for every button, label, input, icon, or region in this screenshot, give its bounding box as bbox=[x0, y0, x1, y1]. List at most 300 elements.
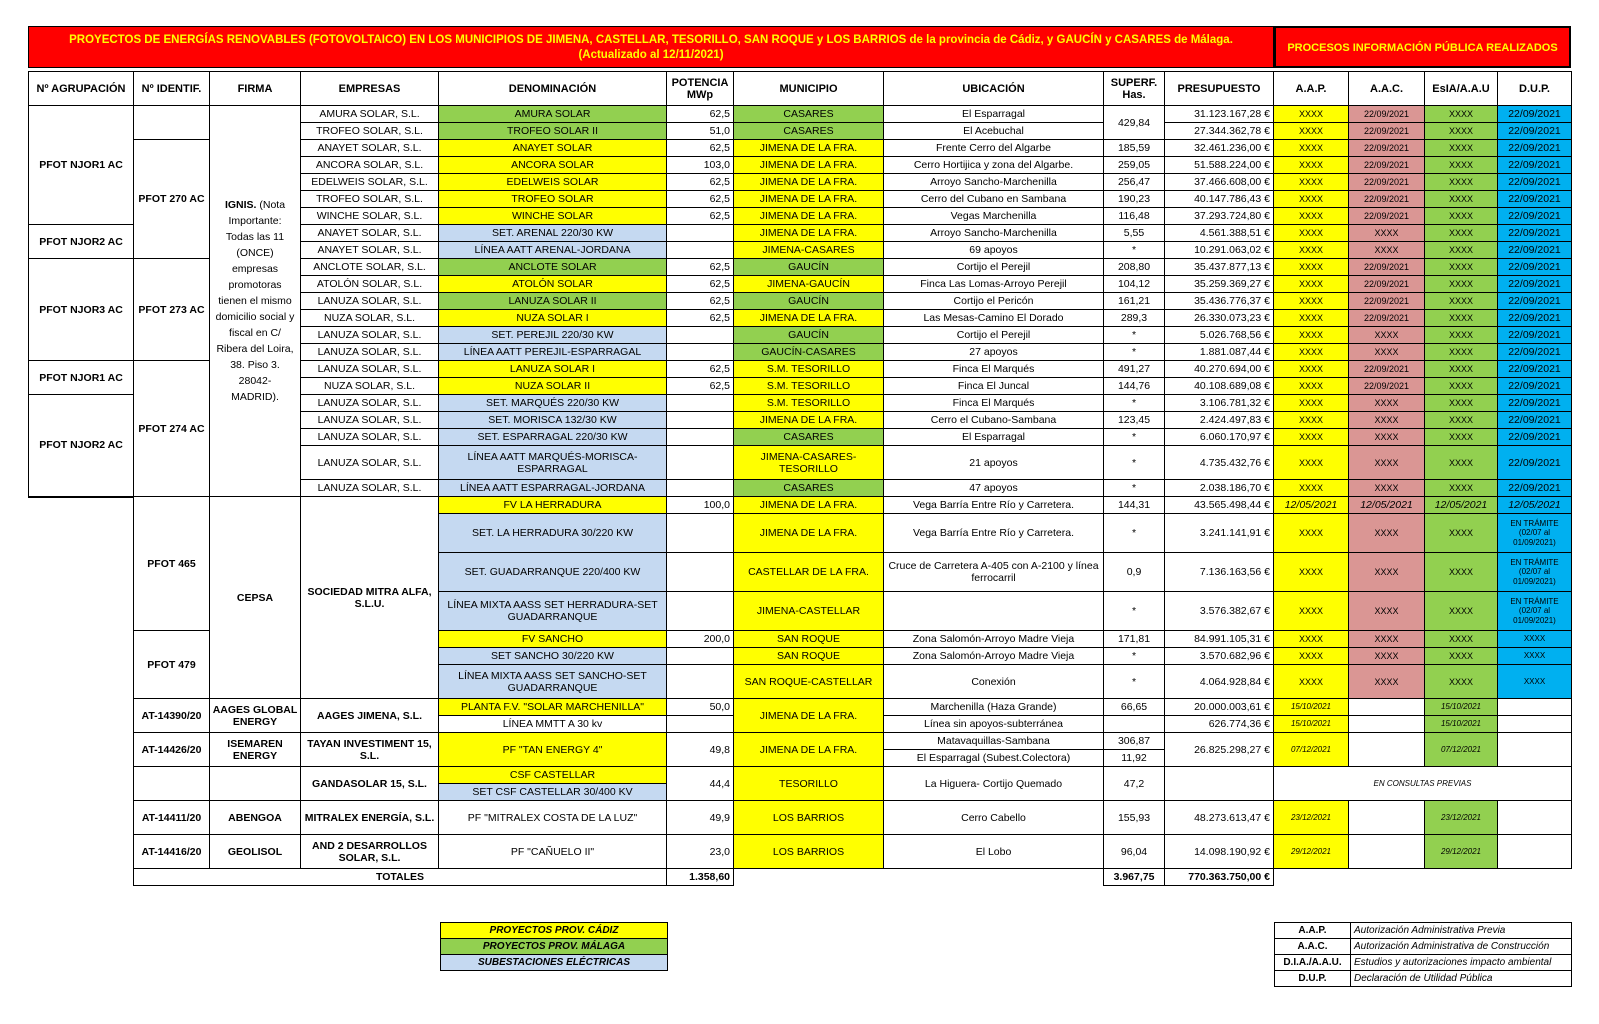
ubicacion-cell: Zona Salomón-Arroyo Madre Vieja bbox=[884, 631, 1104, 648]
empresa-cell: ANCLOTE SOLAR, S.L. bbox=[301, 259, 439, 276]
ubicacion-cell: Arroyo Sancho-Marchenilla bbox=[884, 174, 1104, 191]
ubicacion-cell: La Higuera- Cortijo Quemado bbox=[884, 767, 1104, 801]
dup-cell: XXXX bbox=[1498, 631, 1572, 648]
dup-cell bbox=[1498, 733, 1572, 767]
superficie-cell: 306,87 bbox=[1104, 733, 1165, 750]
dup-cell: 22/09/2021 bbox=[1498, 174, 1572, 191]
denominacion-cell: WINCHE SOLAR bbox=[439, 208, 667, 225]
legend-abbr: A.A.P. bbox=[1275, 923, 1351, 939]
firma-cell: AAGES GLOBAL ENERGY bbox=[210, 699, 301, 733]
superficie-cell: 289,3 bbox=[1104, 310, 1165, 327]
empresa-cell: TROFEO SOLAR, S.L. bbox=[301, 191, 439, 208]
ubicacion-cell: Las Mesas-Camino El Dorado bbox=[884, 310, 1104, 327]
denominacion-cell: FV SANCHO bbox=[439, 631, 667, 648]
presupuesto-cell: 27.344.362,78 € bbox=[1165, 123, 1274, 140]
agrupacion-cell: PFOT NJOR3 AC bbox=[29, 259, 134, 361]
superficie-cell: 11,92 bbox=[1104, 750, 1165, 767]
superficie-cell: 190,23 bbox=[1104, 191, 1165, 208]
aac-cell bbox=[1349, 835, 1425, 869]
cepsa-section bbox=[29, 497, 1572, 699]
superficie-cell: * bbox=[1104, 648, 1165, 665]
municipio-cell: JIMENA DE LA FRA. bbox=[734, 157, 884, 174]
agrupacion-empty-cell bbox=[29, 869, 134, 886]
denominacion-cell: ANAYET SOLAR bbox=[439, 140, 667, 157]
esia-cell: 23/12/2021 bbox=[1425, 801, 1498, 835]
legend-item bbox=[1275, 939, 1572, 955]
presupuesto-cell: 3.576.382,67 € bbox=[1165, 592, 1274, 631]
totals-label: TOTALES bbox=[134, 869, 667, 886]
denominacion-cell: LÍNEA AATT ESPARRAGAL-JORDANA bbox=[439, 480, 667, 497]
dup-cell bbox=[1498, 835, 1572, 869]
denominacion-cell: SET. LA HERRADURA 30/220 KW bbox=[439, 514, 667, 553]
superficie-cell: 96,04 bbox=[1104, 835, 1165, 869]
header-empresas: EMPRESAS bbox=[301, 72, 439, 106]
esia-cell: XXXX bbox=[1425, 259, 1498, 276]
empresa-cell: WINCHE SOLAR, S.L. bbox=[301, 208, 439, 225]
identif-cell: PFOT 274 AC bbox=[134, 361, 210, 497]
header-dup: D.U.P. bbox=[1498, 72, 1572, 106]
aap-cell: 12/05/2021 bbox=[1274, 497, 1349, 514]
ubicacion-cell: El Esparragal (Subest.Colectora) bbox=[884, 750, 1104, 767]
potencia-cell bbox=[667, 225, 734, 242]
denominacion-cell: LÍNEA MIXTA AASS SET SANCHO-SET GUADARRANQUE bbox=[439, 665, 667, 699]
superficie-cell: 5,55 bbox=[1104, 225, 1165, 242]
empresa-cell: LANUZA SOLAR, S.L. bbox=[301, 344, 439, 361]
esia-cell: XXXX bbox=[1425, 361, 1498, 378]
esia-cell: XXXX bbox=[1425, 208, 1498, 225]
aap-cell: 15/10/2021 bbox=[1274, 716, 1349, 733]
aac-cell: XXXX bbox=[1349, 514, 1425, 553]
ubicacion-cell: Cerro Cabello bbox=[884, 801, 1104, 835]
empresa-cell: TROFEO SOLAR, S.L. bbox=[301, 123, 439, 140]
ubicacion-cell: Finca El Marqués bbox=[884, 361, 1104, 378]
denominacion-cell: ANCLOTE SOLAR bbox=[439, 259, 667, 276]
municipio-cell: JIMENA DE LA FRA. bbox=[734, 497, 884, 514]
potencia-cell: 62,5 bbox=[667, 293, 734, 310]
esia-cell: XXXX bbox=[1425, 123, 1498, 140]
potencia-cell: 44,4 bbox=[667, 767, 734, 801]
aac-cell: 22/09/2021 bbox=[1349, 259, 1425, 276]
dup-cell: 22/09/2021 bbox=[1498, 378, 1572, 395]
municipio-cell: CASARES bbox=[734, 106, 884, 123]
denominacion-cell: PF "TAN ENERGY 4" bbox=[439, 733, 667, 767]
municipio-cell: LOS BARRIOS bbox=[734, 835, 884, 869]
ubicacion-cell: Finca El Marqués bbox=[884, 395, 1104, 412]
municipio-cell: GAUCÍN bbox=[734, 259, 884, 276]
municipio-cell: JIMENA DE LA FRA. bbox=[734, 514, 884, 553]
potencia-cell: 62,5 bbox=[667, 106, 734, 123]
municipio-cell: TESORILLO bbox=[734, 767, 884, 801]
ubicacion-cell: Marchenilla (Haza Grande) bbox=[884, 699, 1104, 716]
ubicacion-cell: Cruce de Carretera A-405 con A-2100 y línea ferrocarril bbox=[884, 553, 1104, 592]
denominacion-cell: NUZA SOLAR II bbox=[439, 378, 667, 395]
ubicacion-cell: Vegas Marchenilla bbox=[884, 208, 1104, 225]
presupuesto-cell: 4.561.388,51 € bbox=[1165, 225, 1274, 242]
aap-cell: XXXX bbox=[1274, 310, 1349, 327]
potencia-cell: 62,5 bbox=[667, 191, 734, 208]
potencia-cell: 103,0 bbox=[667, 157, 734, 174]
identif-cell bbox=[134, 767, 210, 801]
empresa-cell: LANUZA SOLAR, S.L. bbox=[301, 395, 439, 412]
aac-cell: XXXX bbox=[1349, 327, 1425, 344]
superficie-cell: * bbox=[1104, 592, 1165, 631]
ignis-section bbox=[29, 106, 1572, 497]
esia-cell: 15/10/2021 bbox=[1425, 699, 1498, 716]
firma-cell: ABENGOA bbox=[210, 801, 301, 835]
empresa-cell: LANUZA SOLAR, S.L. bbox=[301, 446, 439, 480]
municipio-cell: JIMENA DE LA FRA. bbox=[734, 191, 884, 208]
aac-cell: 22/09/2021 bbox=[1349, 208, 1425, 225]
header-identif: Nº IDENTIF. bbox=[134, 72, 210, 106]
municipio-cell: GAUCÍN bbox=[734, 327, 884, 344]
aac-cell bbox=[1349, 699, 1425, 716]
dup-cell: 22/09/2021 bbox=[1498, 412, 1572, 429]
agrupacion-empty-cell bbox=[29, 767, 134, 784]
aap-cell: XXXX bbox=[1274, 225, 1349, 242]
presupuesto-cell: 4.064.928,84 € bbox=[1165, 665, 1274, 699]
municipio-cell: S.M. TESORILLO bbox=[734, 395, 884, 412]
ubicacion-cell: 21 apoyos bbox=[884, 446, 1104, 480]
empresa-cell: AAGES JIMENA, S.L. bbox=[301, 699, 439, 733]
aac-cell: XXXX bbox=[1349, 412, 1425, 429]
agrupacion-empty-cell bbox=[29, 750, 134, 767]
aac-cell: XXXX bbox=[1349, 242, 1425, 259]
presupuesto-cell: 32.461.236,00 € bbox=[1165, 140, 1274, 157]
presupuesto-cell: 35.436.776,37 € bbox=[1165, 293, 1274, 310]
presupuesto-cell: 48.273.613,47 € bbox=[1165, 801, 1274, 835]
esia-cell: XXXX bbox=[1425, 140, 1498, 157]
dup-cell: EN TRÁMITE (02/07 al 01/09/2021) bbox=[1498, 592, 1572, 631]
denominacion-cell: LÍNEA AATT MARQUÉS-MORISCA-ESPARRAGAL bbox=[439, 446, 667, 480]
aap-cell: XXXX bbox=[1274, 191, 1349, 208]
municipio-cell: JIMENA DE LA FRA. bbox=[734, 174, 884, 191]
agrupacion-empty-cell bbox=[29, 835, 134, 869]
municipio-cell: S.M. TESORILLO bbox=[734, 378, 884, 395]
agrupacion-empty-cell bbox=[29, 497, 134, 699]
esia-cell: XXXX bbox=[1425, 276, 1498, 293]
presupuesto-cell: 4.735.432,76 € bbox=[1165, 446, 1274, 480]
denominacion-cell: LANUZA SOLAR II bbox=[439, 293, 667, 310]
esia-cell: XXXX bbox=[1425, 592, 1498, 631]
aac-cell: XXXX bbox=[1349, 648, 1425, 665]
potencia-cell bbox=[667, 412, 734, 429]
municipio-cell: S.M. TESORILLO bbox=[734, 361, 884, 378]
presupuesto-cell: 40.108.689,08 € bbox=[1165, 378, 1274, 395]
ubicacion-cell: Cerro Hortijica y zona del Algarbe. bbox=[884, 157, 1104, 174]
potencia-cell bbox=[667, 242, 734, 259]
header-row bbox=[29, 72, 1572, 106]
legend-item bbox=[1275, 955, 1572, 971]
aap-cell: XXXX bbox=[1274, 631, 1349, 648]
potencia-cell: 200,0 bbox=[667, 631, 734, 648]
superficie-cell: * bbox=[1104, 480, 1165, 497]
ubicacion-cell: Cerro el Cubano-Sambana bbox=[884, 412, 1104, 429]
municipio-cell: SAN ROQUE-CASTELLAR bbox=[734, 665, 884, 699]
presupuesto-cell: 10.291.063,02 € bbox=[1165, 242, 1274, 259]
totals-potencia: 1.358,60 bbox=[667, 869, 734, 886]
aac-cell: 22/09/2021 bbox=[1349, 378, 1425, 395]
municipio-cell: JIMENA-CASTELLAR bbox=[734, 592, 884, 631]
header-ubicacion: UBICACIÓN bbox=[884, 72, 1104, 106]
presupuesto-cell: 35.437.877,13 € bbox=[1165, 259, 1274, 276]
superficie-cell: 123,45 bbox=[1104, 412, 1165, 429]
empresa-cell: ANAYET SOLAR, S.L. bbox=[301, 242, 439, 259]
aap-cell: XXXX bbox=[1274, 208, 1349, 225]
esia-cell: XXXX bbox=[1425, 412, 1498, 429]
denominacion-cell: SET. MARQUÉS 220/30 KW bbox=[439, 395, 667, 412]
totals-presupuesto: 770.363.750,00 € bbox=[1165, 869, 1274, 886]
identif-cell: PFOT 465 bbox=[134, 497, 210, 631]
municipio-cell: SAN ROQUE bbox=[734, 631, 884, 648]
page-title-banner bbox=[28, 26, 1274, 68]
projects-table bbox=[28, 71, 1572, 886]
agrupacion-cell: PFOT NJOR1 AC bbox=[29, 106, 134, 225]
municipio-cell: LOS BARRIOS bbox=[734, 801, 884, 835]
denominacion-cell: FV LA HERRADURA bbox=[439, 497, 667, 514]
municipio-cell: GAUCÍN-CASARES bbox=[734, 344, 884, 361]
aap-cell: XXXX bbox=[1274, 327, 1349, 344]
dup-cell bbox=[1498, 716, 1572, 733]
presupuesto-cell: 7.136.163,56 € bbox=[1165, 553, 1274, 592]
potencia-cell bbox=[667, 395, 734, 412]
legend-desc: Estudios y autorizaciones impacto ambiental bbox=[1351, 955, 1572, 971]
dup-cell: 22/09/2021 bbox=[1498, 429, 1572, 446]
aap-cell: XXXX bbox=[1274, 276, 1349, 293]
aac-cell: XXXX bbox=[1349, 553, 1425, 592]
aap-cell: 23/12/2021 bbox=[1274, 801, 1349, 835]
aap-cell: XXXX bbox=[1274, 412, 1349, 429]
dup-cell: 22/09/2021 bbox=[1498, 480, 1572, 497]
legend-desc: Declaración de Utilidad Pública bbox=[1351, 971, 1572, 987]
esia-cell: XXXX bbox=[1425, 395, 1498, 412]
other-promoters-section bbox=[29, 699, 1572, 886]
aac-cell: XXXX bbox=[1349, 665, 1425, 699]
table-row bbox=[29, 699, 1572, 716]
superficie-cell: * bbox=[1104, 242, 1165, 259]
municipio-cell: JIMENA DE LA FRA. bbox=[734, 225, 884, 242]
ubicacion-cell: Cortijo el Perejil bbox=[884, 259, 1104, 276]
empresa-cell: EDELWEIS SOLAR, S.L. bbox=[301, 174, 439, 191]
ubicacion-cell: Línea sin apoyos-subterránea bbox=[884, 716, 1104, 733]
legend-item bbox=[441, 939, 668, 955]
esia-cell: XXXX bbox=[1425, 553, 1498, 592]
municipio-cell: JIMENA DE LA FRA. bbox=[734, 412, 884, 429]
dup-cell: 22/09/2021 bbox=[1498, 191, 1572, 208]
identif-cell: AT-14411/20 bbox=[134, 801, 210, 835]
empresa-cell: ANCORA SOLAR, S.L. bbox=[301, 157, 439, 174]
superficie-cell: * bbox=[1104, 344, 1165, 361]
municipio-cell: CASARES bbox=[734, 123, 884, 140]
esia-cell: XXXX bbox=[1425, 665, 1498, 699]
ubicacion-cell: Cortijo el Pericón bbox=[884, 293, 1104, 310]
agrupacion-cell: PFOT NJOR1 AC bbox=[29, 361, 134, 395]
identif-cell: AT-14390/20 bbox=[134, 699, 210, 733]
superficie-cell: * bbox=[1104, 665, 1165, 699]
aac-cell: XXXX bbox=[1349, 446, 1425, 480]
header-firma: FIRMA bbox=[210, 72, 301, 106]
ubicacion-cell: 27 apoyos bbox=[884, 344, 1104, 361]
dup-cell: 22/09/2021 bbox=[1498, 123, 1572, 140]
municipio-cell: JIMENA-GAUCÍN bbox=[734, 276, 884, 293]
legend-abbr: D.I.A./A.A.U. bbox=[1275, 955, 1351, 971]
empresa-cell: NUZA SOLAR, S.L. bbox=[301, 310, 439, 327]
header-municipio: MUNICIPIO bbox=[734, 72, 884, 106]
aap-cell: XXXX bbox=[1274, 174, 1349, 191]
denominacion-cell: LANUZA SOLAR I bbox=[439, 361, 667, 378]
potencia-cell: 62,5 bbox=[667, 174, 734, 191]
potencia-cell bbox=[667, 480, 734, 497]
superficie-cell: 47,2 bbox=[1104, 767, 1165, 801]
table-row bbox=[29, 835, 1572, 869]
denominacion-cell: AMURA SOLAR bbox=[439, 106, 667, 123]
potencia-cell: 23,0 bbox=[667, 835, 734, 869]
firma-ignis-note: (Nota Importante: Todas las 11 (ONCE) empresas promotoras tienen el mismo domicilio social y fiscal en C/ Ribera del Loira, 38. Piso 3. 28042- MADRID). bbox=[215, 199, 295, 403]
superficie-cell: 185,59 bbox=[1104, 140, 1165, 157]
aap-cell: XXXX bbox=[1274, 553, 1349, 592]
ubicacion-cell: Cerro del Cubano en Sambana bbox=[884, 191, 1104, 208]
empresa-mitra-cell: SOCIEDAD MITRA ALFA, S.L.U. bbox=[301, 497, 439, 699]
empresa-cell: LANUZA SOLAR, S.L. bbox=[301, 480, 439, 497]
potencia-cell: 62,5 bbox=[667, 259, 734, 276]
superficie-cell: * bbox=[1104, 395, 1165, 412]
superficie-cell: 116,48 bbox=[1104, 208, 1165, 225]
aap-cell: XXXX bbox=[1274, 123, 1349, 140]
presupuesto-cell: 3.570.682,96 € bbox=[1165, 648, 1274, 665]
potencia-cell bbox=[667, 553, 734, 592]
potencia-cell: 62,5 bbox=[667, 276, 734, 293]
identif-cell: AT-14416/20 bbox=[134, 835, 210, 869]
ubicacion-cell: Matavaquillas-Sambana bbox=[884, 733, 1104, 750]
aac-cell: 22/09/2021 bbox=[1349, 140, 1425, 157]
dup-cell bbox=[1498, 699, 1572, 716]
empresa-cell: ANAYET SOLAR, S.L. bbox=[301, 225, 439, 242]
aap-cell: XXXX bbox=[1274, 480, 1349, 497]
agrupacion-empty-cell bbox=[29, 784, 134, 801]
denominacion-cell: NUZA SOLAR I bbox=[439, 310, 667, 327]
denominacion-cell: LÍNEA AATT PEREJIL-ESPARRAGAL bbox=[439, 344, 667, 361]
dup-cell bbox=[1498, 801, 1572, 835]
potencia-cell: 100,0 bbox=[667, 497, 734, 514]
consultas-previas-cell: EN CONSULTAS PREVIAS bbox=[1274, 767, 1572, 801]
ubicacion-cell: Zona Salomón-Arroyo Madre Vieja bbox=[884, 648, 1104, 665]
dup-cell: XXXX bbox=[1498, 665, 1572, 699]
esia-cell: XXXX bbox=[1425, 242, 1498, 259]
esia-cell: XXXX bbox=[1425, 106, 1498, 123]
esia-cell: XXXX bbox=[1425, 157, 1498, 174]
superficie-cell: 171,81 bbox=[1104, 631, 1165, 648]
ubicacion-cell: Vega Barría Entre Río y Carretera. bbox=[884, 497, 1104, 514]
empresa-cell: LANUZA SOLAR, S.L. bbox=[301, 293, 439, 310]
denominacion-cell: ANCORA SOLAR bbox=[439, 157, 667, 174]
totals-superficie: 3.967,75 bbox=[1104, 869, 1165, 886]
identif-cell: PFOT 270 AC bbox=[134, 140, 210, 259]
header-aac: A.A.C. bbox=[1349, 72, 1425, 106]
firma-cell: ISEMAREN ENERGY bbox=[210, 733, 301, 767]
header-aap: A.A.P. bbox=[1274, 72, 1349, 106]
aac-cell: XXXX bbox=[1349, 429, 1425, 446]
superficie-cell: 429,84 bbox=[1104, 106, 1165, 140]
agrupacion-empty-cell bbox=[29, 733, 134, 750]
empresa-cell: AND 2 DESARROLLOS SOLAR, S.L. bbox=[301, 835, 439, 869]
aap-cell: XXXX bbox=[1274, 429, 1349, 446]
esia-cell: XXXX bbox=[1425, 514, 1498, 553]
presupuesto-cell: 2.424.497,83 € bbox=[1165, 412, 1274, 429]
dup-cell: 22/09/2021 bbox=[1498, 259, 1572, 276]
dup-cell: XXXX bbox=[1498, 648, 1572, 665]
potencia-cell bbox=[667, 716, 734, 733]
superficie-cell: 66,65 bbox=[1104, 699, 1165, 716]
esia-cell: XXXX bbox=[1425, 446, 1498, 480]
presupuesto-cell: 2.038.186,70 € bbox=[1165, 480, 1274, 497]
denominacion-cell: SET. ESPARRAGAL 220/30 KW bbox=[439, 429, 667, 446]
identif-cell bbox=[134, 106, 210, 140]
dup-cell: 12/05/2021 bbox=[1498, 497, 1572, 514]
potencia-cell: 62,5 bbox=[667, 361, 734, 378]
aap-cell: XXXX bbox=[1274, 259, 1349, 276]
esia-cell: XXXX bbox=[1425, 293, 1498, 310]
table-row bbox=[29, 497, 1572, 514]
aap-cell: XXXX bbox=[1274, 293, 1349, 310]
dup-cell: 22/09/2021 bbox=[1498, 208, 1572, 225]
aap-cell: XXXX bbox=[1274, 157, 1349, 174]
aac-cell: XXXX bbox=[1349, 631, 1425, 648]
potencia-cell: 50,0 bbox=[667, 699, 734, 716]
superficie-cell: 259,05 bbox=[1104, 157, 1165, 174]
identif-cell: PFOT 479 bbox=[134, 631, 210, 699]
aap-cell: XXXX bbox=[1274, 395, 1349, 412]
esia-cell: XXXX bbox=[1425, 648, 1498, 665]
potencia-cell bbox=[667, 344, 734, 361]
aap-cell: XXXX bbox=[1274, 446, 1349, 480]
legend-abbr: A.A.C. bbox=[1275, 939, 1351, 955]
aac-cell: 22/09/2021 bbox=[1349, 191, 1425, 208]
ubicacion-cell: Frente Cerro del Algarbe bbox=[884, 140, 1104, 157]
page-subtitle: (Actualizado al 12/11/2021) bbox=[578, 49, 724, 61]
ubicacion-cell: 47 apoyos bbox=[884, 480, 1104, 497]
ubicacion-cell: Cortijo el Perejil bbox=[884, 327, 1104, 344]
aac-cell: 22/09/2021 bbox=[1349, 106, 1425, 123]
municipio-cell: JIMENA DE LA FRA. bbox=[734, 733, 884, 767]
aap-cell: XXXX bbox=[1274, 106, 1349, 123]
esia-cell: XXXX bbox=[1425, 310, 1498, 327]
dup-cell: 22/09/2021 bbox=[1498, 310, 1572, 327]
agrupacion-cell: PFOT NJOR2 AC bbox=[29, 395, 134, 497]
aac-cell: 22/09/2021 bbox=[1349, 293, 1425, 310]
aap-cell: XXXX bbox=[1274, 140, 1349, 157]
denominacion-cell: CSF CASTELLAR bbox=[439, 767, 667, 784]
legend-desc: Autorización Administrativa de Construcción bbox=[1351, 939, 1572, 955]
esia-cell: XXXX bbox=[1425, 429, 1498, 446]
esia-cell: 07/12/2021 bbox=[1425, 733, 1498, 767]
dup-cell: 22/09/2021 bbox=[1498, 344, 1572, 361]
presupuesto-cell: 37.466.608,00 € bbox=[1165, 174, 1274, 191]
ubicacion-cell: Arroyo Sancho-Marchenilla bbox=[884, 225, 1104, 242]
aac-cell bbox=[1349, 801, 1425, 835]
aac-cell: XXXX bbox=[1349, 592, 1425, 631]
aac-cell: XXXX bbox=[1349, 344, 1425, 361]
aap-cell: XXXX bbox=[1274, 592, 1349, 631]
denominacion-cell: SET CSF CASTELLAR 30/400 KV bbox=[439, 784, 667, 801]
empresa-cell: ANAYET SOLAR, S.L. bbox=[301, 140, 439, 157]
ubicacion-cell: Conexión bbox=[884, 665, 1104, 699]
aac-cell: 22/09/2021 bbox=[1349, 276, 1425, 293]
aap-cell: XXXX bbox=[1274, 648, 1349, 665]
municipio-cell: CASARES bbox=[734, 480, 884, 497]
presupuesto-cell: 40.147.786,43 € bbox=[1165, 191, 1274, 208]
firma-ignis-name: IGNIS. bbox=[224, 199, 257, 211]
potencia-cell bbox=[667, 665, 734, 699]
presupuesto-cell: 51.588.224,00 € bbox=[1165, 157, 1274, 174]
